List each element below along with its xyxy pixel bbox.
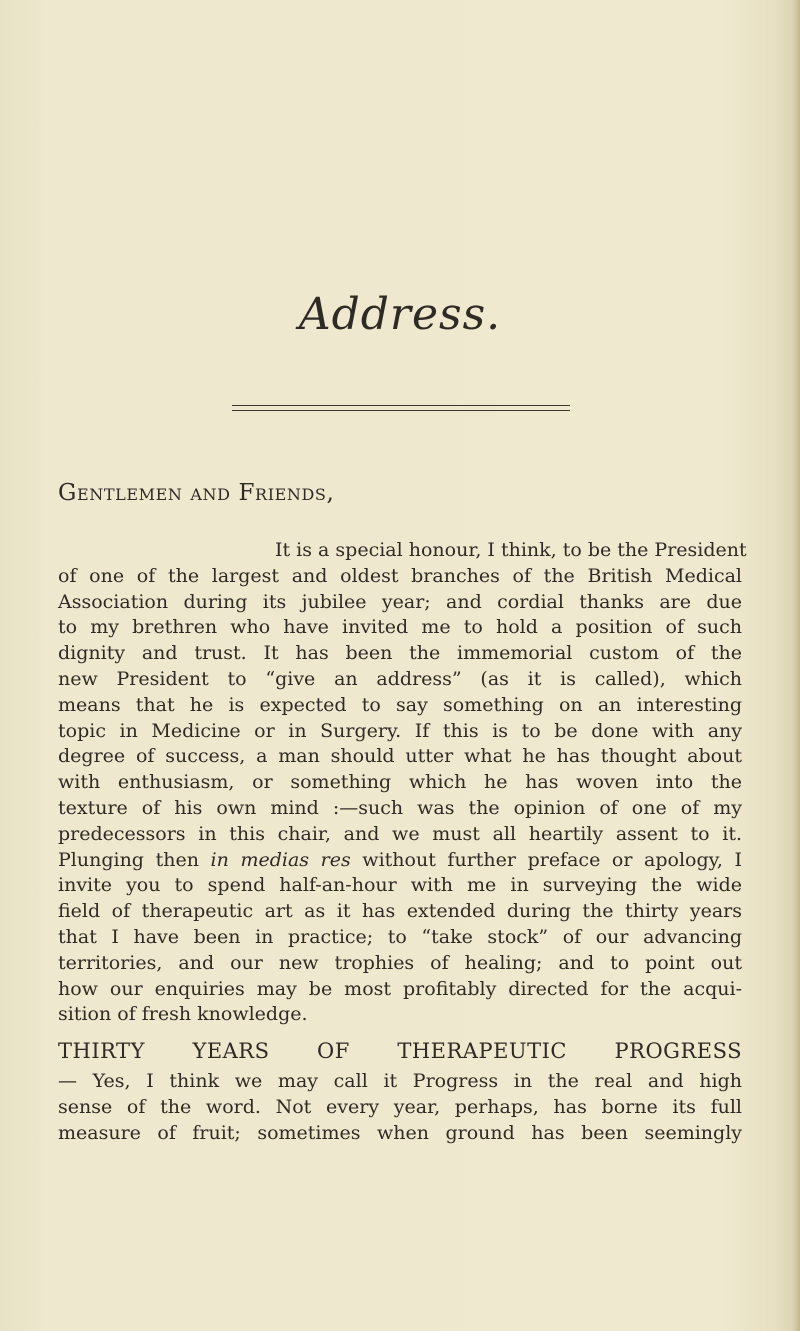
text-line: sense of the word. Not every year, perhaps, has borne its full xyxy=(58,1095,742,1118)
text-line: dignity and trust. It has been the immemorial custom of the xyxy=(58,642,742,665)
text-line: measure of fruit; sometimes when ground has been seemingly xyxy=(58,1121,742,1144)
text-line: sition of fresh knowledge. xyxy=(58,1003,308,1026)
text-line: invite you to spend half-an-hour with me in surveying the wide xyxy=(58,874,742,897)
title-rule-top xyxy=(232,405,570,406)
page-edge-shadow xyxy=(792,0,800,1331)
text-line: degree of success, a man should utter what he has thought about xyxy=(58,745,742,768)
body-text xyxy=(58,538,747,1147)
text-line: territories, and our new trophies of healing; and to point out xyxy=(58,951,742,974)
text-line-plunging xyxy=(58,848,742,874)
text-line: that I have been in practice; to “take stock” of our advancing xyxy=(58,925,742,948)
text-line: to my brethren who have invited me to hold a position of such xyxy=(58,616,742,639)
text-line: means that he is expected to say something on an interesting xyxy=(58,693,742,716)
text-line: It is a special honour, I think, to be the President xyxy=(275,539,747,561)
text-line: how our enquiries may be most profitably directed for the acqui- xyxy=(58,977,742,1000)
latin-phrase: in medias res xyxy=(210,848,351,871)
page-title: Address. xyxy=(298,289,502,340)
title-rule-bottom xyxy=(232,410,570,411)
text-line: Association during its jubilee year; and cordial thanks are due xyxy=(58,590,742,613)
section-heading: THIRTY YEARS OF THERAPEUTIC PROGRESS xyxy=(58,1039,742,1064)
text-line: with enthusiasm, or something which he has woven into the xyxy=(58,771,742,794)
text-line: topic in Medicine or in Surgery. If this is to be done with any xyxy=(58,719,742,742)
text-line: predecessors in this chair, and we must all heartily assent to it. xyxy=(58,822,742,845)
text-line: — Yes, I think we may call it Progress in the real and high xyxy=(58,1070,742,1093)
plunging-after: without further preface or apology, I xyxy=(350,848,742,871)
text-line: of one of the largest and oldest branches of the British Medical xyxy=(58,564,742,587)
salutation: Gentlemen and Friends, xyxy=(58,480,335,506)
text-line: field of therapeutic art as it has extended during the thirty years xyxy=(58,900,742,923)
text-line: new President to “give an address” (as it is called), which xyxy=(58,667,742,690)
plunging-before: Plunging then xyxy=(58,848,211,871)
text-line: texture of his own mind :—such was the opinion of one of my xyxy=(58,796,742,819)
